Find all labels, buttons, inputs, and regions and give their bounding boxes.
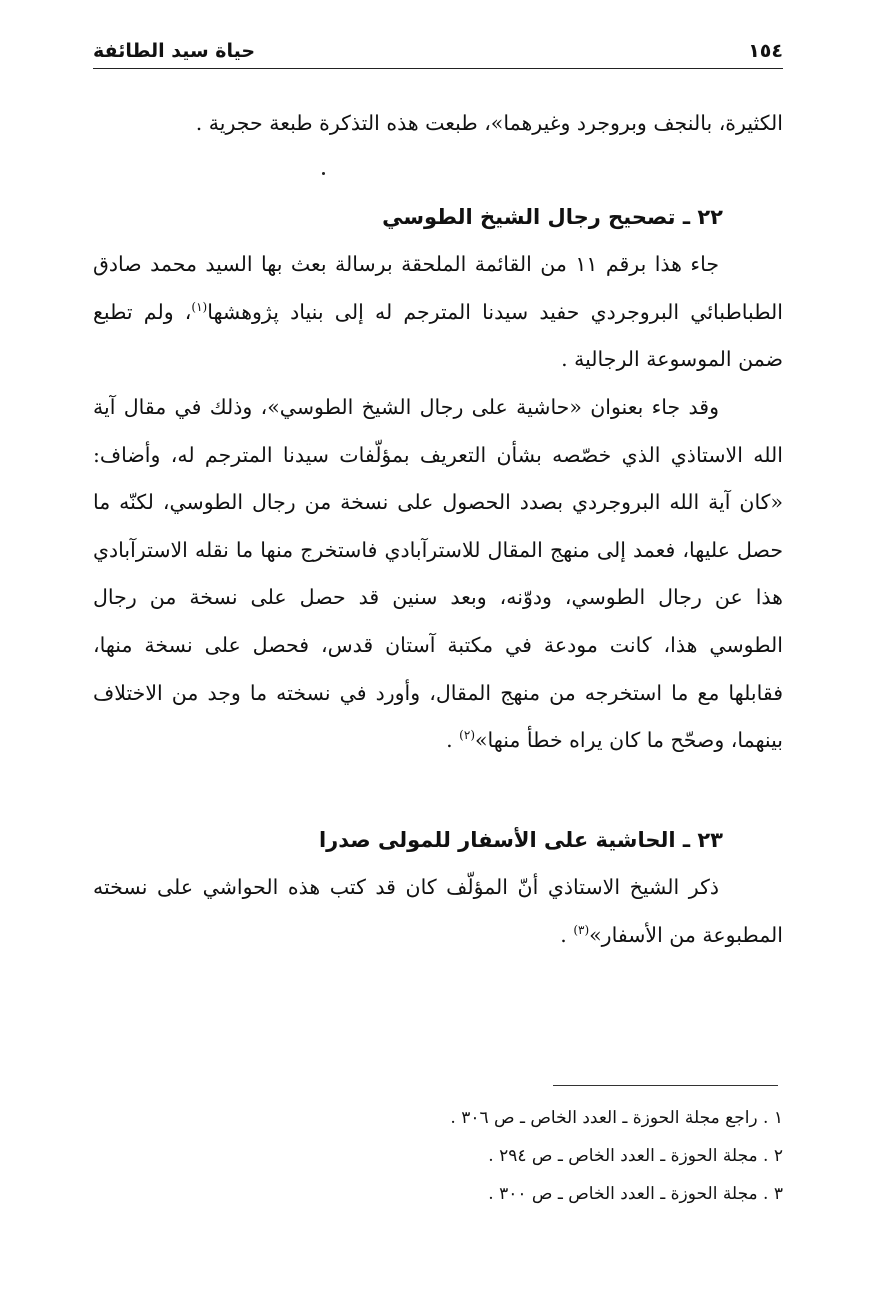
running-header <box>93 28 783 62</box>
footnote-rule <box>553 1085 778 1086</box>
header-rule <box>93 68 783 69</box>
section-23-paragraph-1-text: ذكر الشيخ الاستاذي أنّ المؤلّف كان قد كتب هذه الحواشي على نسخته المطبوعة من الأسفار» <box>93 875 783 947</box>
section-22-paragraph-1-tail: ، ولم تطبع ضمن الموسوعة الرجالية . <box>93 299 783 372</box>
section-22-heading: ٢٢ ـ تصحيح رجال الشيخ الطوسي <box>382 204 723 229</box>
footnote-1: ١ . راجع مجلة الحوزة ـ العدد الخاص ـ ص ٣٠٦ . <box>450 1108 783 1128</box>
footnotes <box>93 1099 783 1213</box>
footnote-2: ٢ . مجلة الحوزة ـ العدد الخاص ـ ص ٢٩٤ . <box>488 1146 783 1166</box>
section-22-paragraph-1 <box>93 241 783 384</box>
section-22-paragraph-2 <box>93 384 783 765</box>
footnote-ref-3: (٣) <box>573 923 590 938</box>
running-title: حياة سيد الطائفة <box>93 40 256 62</box>
section-23-heading: ٢٣ ـ الحاشية على الأسفار للمولى صدرا <box>318 827 723 852</box>
section-23-paragraph-1 <box>93 864 783 959</box>
page-number: ١٥٤ <box>748 40 783 62</box>
section-22-paragraph-2-text: وقد جاء بعنوان «حاشية على رجال الشيخ الطوسي»، وذلك في مقال آية الله الاستاذي الذي خصّصه بشأن التعريف بمؤلّفات سيدنا المترجم له، وأضاف: «كان آية الله البروجردي بصدد الحصول على نسخة من رجال الطوسي، لكنّه ما حصل عليها، فعمد إلى منهج المقال للاسترآبادي فاستخرج منها ما نقله الاسترآبادي هذا عن رجال الطوسي، ودوّنه، وبعد سنين قد حصل على نسخة من رجال الطوسي هذا، كانت مودعة في مكتبة آستان قدس، فحصل على نسخة منها، فقابلها مع ما استخرجه من منهج المقال، وأورد في نسخته ما وجد من الاختلاف بينهما، وصحّح ما كان يراه خطأ منها» <box>93 394 783 753</box>
footnote-ref-2: (٢) <box>459 728 475 743</box>
section-22-paragraph-1-text: جاء هذا برقم ١١ من القائمة الملحقة برسالة بعث بها السيد محمد صادق الطباطبائي البروجردي حفيد سيدنا المترجم له إلى بنياد پژوهشها <box>93 252 783 324</box>
section-22-paragraph-2-tail: . <box>446 728 460 753</box>
body-text <box>93 100 783 960</box>
footnote-ref-1: (١) <box>191 299 208 314</box>
intro-line: الكثيرة، بالنجف وبروجرد وغيرهما»، طبعت هذه التذكرة طبعة حجرية . <box>195 111 783 135</box>
section-23-paragraph-1-tail: . <box>560 922 574 947</box>
footnote-3: ٣ . مجلة الحوزة ـ العدد الخاص ـ ص ٣٠٠ . <box>488 1184 783 1204</box>
